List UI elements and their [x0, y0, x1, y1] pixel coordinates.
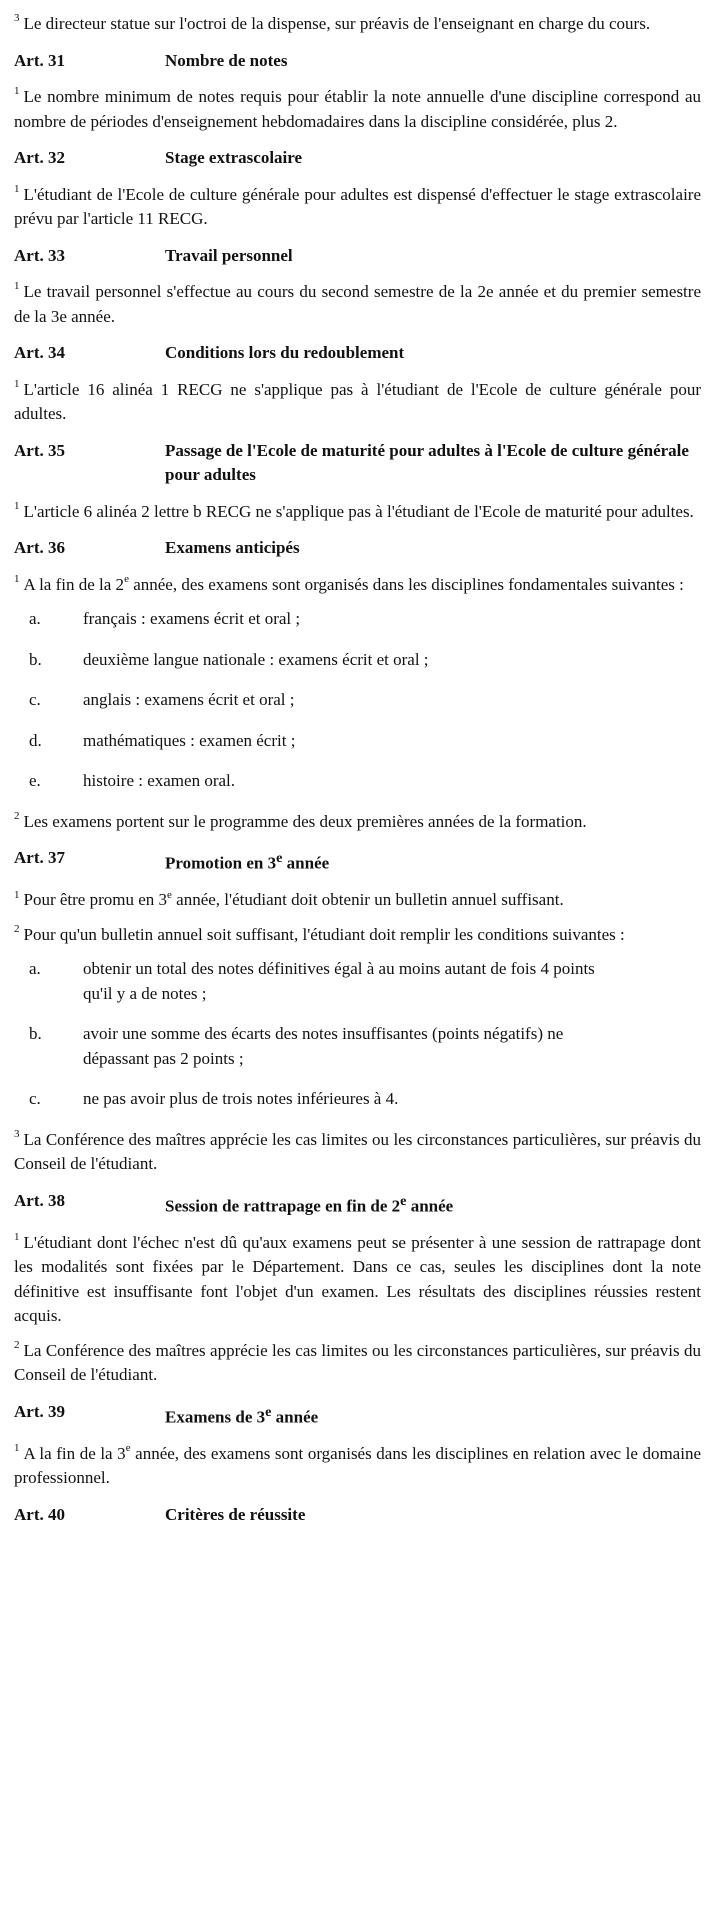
paragraph-text: La Conférence des maîtres apprécie les cas limites ou les circonstances particulières, sur préavis du Conseil de l'étudiant. [14, 1340, 701, 1385]
paragraph-text: Pour qu'un bulletin annuel soit suffisant, l'étudiant doit remplir les conditions suivantes : [23, 924, 625, 944]
article-title: Conditions lors du redoublement [165, 343, 405, 362]
list-item [14, 957, 701, 1006]
paragraph-number: 3 [14, 1128, 20, 1140]
paragraph-number: 1 [14, 280, 20, 293]
list-item [14, 688, 701, 713]
paragraph-number: 1 [14, 377, 20, 390]
article-title: Nombre de notes [165, 50, 288, 70]
article-number: Art. 39 [14, 1401, 65, 1421]
article-number: Art. 35 [14, 440, 65, 460]
list-item-text: obtenir un total des notes définitives égal à au moins autant de fois 4 points qu'il y a de notes ; [83, 959, 595, 1003]
article-37-paragraph-3 [14, 1128, 701, 1177]
article-title: Examens anticipés [165, 538, 300, 557]
article-36-list [14, 607, 701, 794]
list-item-letter: b. [29, 649, 42, 669]
paragraph-number: 1 [14, 1231, 20, 1244]
paragraph-text: année, des examens sont organisés dans les disciplines fondamentales suivantes : [128, 574, 684, 594]
article-title: Travail personnel [165, 245, 293, 265]
article-title: Promotion en 3e année [165, 850, 330, 873]
paragraph-text: Les examens portent sur le programme des deux premières années de la formation. [23, 811, 587, 831]
paragraph-number: 1 [14, 182, 20, 195]
article-31-paragraph-1 [14, 85, 701, 134]
list-item-text: français : examens écrit et oral ; [83, 609, 301, 628]
article-title: Stage extrascolaire [165, 148, 303, 167]
paragraph-number: 1 [14, 888, 20, 901]
paragraph-text: A la fin de la 3 [23, 1443, 126, 1463]
paragraph-text: Le nombre minimum de notes requis pour établir la note annuelle d'une discipline correspond au nombre de périodes d'enseignement hebdomadaires dans la discipline considérée, plus 2. [14, 87, 701, 131]
article-number: Art. 33 [14, 245, 65, 265]
paragraph-text: A la fin de la 2 [23, 574, 125, 594]
article-heading-40 [14, 1503, 701, 1528]
list-item-letter: a. [29, 959, 41, 979]
article-38-paragraph-2 [14, 1339, 701, 1388]
article-heading-36 [14, 536, 701, 561]
paragraph-number: 1 [14, 1442, 20, 1455]
paragraph-number: 1 [14, 85, 20, 98]
article-number: Art. 34 [14, 343, 65, 362]
paragraph-number: 2 [14, 809, 20, 822]
paragraph-number: 3 [14, 12, 20, 25]
article-36-paragraph-1 [14, 573, 701, 598]
article-32-paragraph-1 [14, 183, 701, 232]
list-item [14, 648, 701, 673]
ordinal-suffix: e [265, 1403, 272, 1420]
paragraph-text: année, des examens sont organisés dans les disciplines en relation avec le domaine professionnel. [14, 1443, 701, 1488]
paragraph-number: 1 [14, 499, 20, 512]
list-item-text: avoir une somme des écarts des notes insuffisantes (points négatifs) ne dépassant pas 2 points ; [83, 1024, 564, 1068]
article-heading-33 [14, 244, 701, 269]
list-item-letter: b. [29, 1024, 42, 1044]
list-item-text: histoire : examen oral. [83, 771, 236, 790]
ordinal-suffix: e [276, 850, 283, 866]
list-item-text: mathématiques : examen écrit ; [83, 730, 296, 750]
ordinal-suffix: e [124, 572, 129, 585]
paragraph-text: La Conférence des maîtres apprécie les cas limites ou les circonstances particulières, sur préavis du Conseil de l'étudiant. [14, 1129, 701, 1174]
article-heading-31 [14, 49, 701, 74]
article-title: Critères de réussite [165, 1504, 306, 1524]
article-number: Art. 40 [14, 1504, 65, 1524]
article-heading-34 [14, 341, 701, 366]
paragraph-text: L'article 16 alinéa 1 RECG ne s'applique pas à l'étudiant de l'Ecole de culture générale pour adultes. [14, 379, 701, 423]
paragraph-text: L'étudiant dont l'échec n'est dû qu'aux examens peut se présenter à une session de rattrapage dont les modalités sont fixées par le Département. Dans ce cas, seules les disciplines dont la note définitive est insuffisante font l'objet d'un examen. Les résultats des disciplines réussies restent acquis. [14, 1232, 701, 1326]
article-heading-32 [14, 146, 701, 171]
article-33-paragraph-1 [14, 280, 701, 329]
article-title: Passage de l'Ecole de maturité pour adultes à l'Ecole de culture générale pour adultes [165, 440, 689, 484]
ordinal-suffix: e [125, 1442, 131, 1455]
article-35-paragraph-1 [14, 500, 701, 525]
article-37-paragraph-1 [14, 888, 701, 913]
list-item [14, 769, 701, 794]
list-item [14, 729, 701, 754]
article-38-paragraph-1 [14, 1231, 701, 1329]
list-item-text: deuxième langue nationale : examens écrit et oral ; [83, 649, 429, 669]
ordinal-suffix: e [400, 1192, 407, 1209]
list-item [14, 1022, 701, 1071]
list-item-text: ne pas avoir plus de trois notes inférieures à 4. [83, 1089, 399, 1109]
paragraph-text: Le travail personnel s'effectue au cours du second semestre de la 2e année et du premier semestre de la 3e année. [14, 282, 701, 326]
ordinal-suffix: e [167, 888, 172, 901]
paragraph-number: 2 [14, 923, 20, 935]
article-heading-35 [14, 439, 701, 488]
article-number: Art. 38 [14, 1190, 65, 1210]
intro-paragraph [14, 12, 701, 37]
list-item [14, 607, 701, 632]
article-34-paragraph-1 [14, 378, 701, 427]
list-item-letter: e. [29, 771, 41, 790]
article-number: Art. 36 [14, 538, 65, 557]
list-item-text: anglais : examens écrit et oral ; [83, 690, 295, 709]
list-item-letter: d. [29, 730, 42, 750]
article-37-list [14, 957, 701, 1112]
list-item-letter: a. [29, 609, 41, 628]
article-heading-39 [14, 1400, 701, 1430]
paragraph-number: 2 [14, 1339, 20, 1352]
list-item-letter: c. [29, 690, 41, 709]
article-37-paragraph-2 [14, 923, 701, 948]
paragraph-number: 1 [14, 572, 20, 585]
list-item-letter: c. [29, 1089, 41, 1109]
article-number: Art. 37 [14, 848, 65, 867]
paragraph-text: L'étudiant de l'Ecole de culture générale pour adultes est dispensé d'effectuer le stage extrascolaire prévu par l'article 11 RECG. [14, 184, 701, 228]
article-36-paragraph-2 [14, 810, 701, 835]
article-title: Examens de 3e année [165, 1403, 319, 1427]
article-heading-38 [14, 1189, 701, 1219]
article-39-paragraph-1 [14, 1442, 701, 1491]
article-number: Art. 32 [14, 148, 65, 167]
paragraph-text: année, l'étudiant doit obtenir un bulletin annuel suffisant. [171, 890, 564, 910]
article-heading-37 [14, 846, 701, 876]
list-item [14, 1087, 701, 1112]
article-title: Session de rattrapage en fin de 2e année [165, 1192, 454, 1216]
article-number: Art. 31 [14, 50, 65, 70]
paragraph-text: L'article 6 alinéa 2 lettre b RECG ne s'applique pas à l'étudiant de l'Ecole de maturité pour adultes. [23, 501, 694, 521]
paragraph-text: Pour être promu en 3 [23, 890, 168, 910]
paragraph-text: Le directeur statue sur l'octroi de la dispense, sur préavis de l'enseignant en charge du cours. [23, 14, 651, 33]
